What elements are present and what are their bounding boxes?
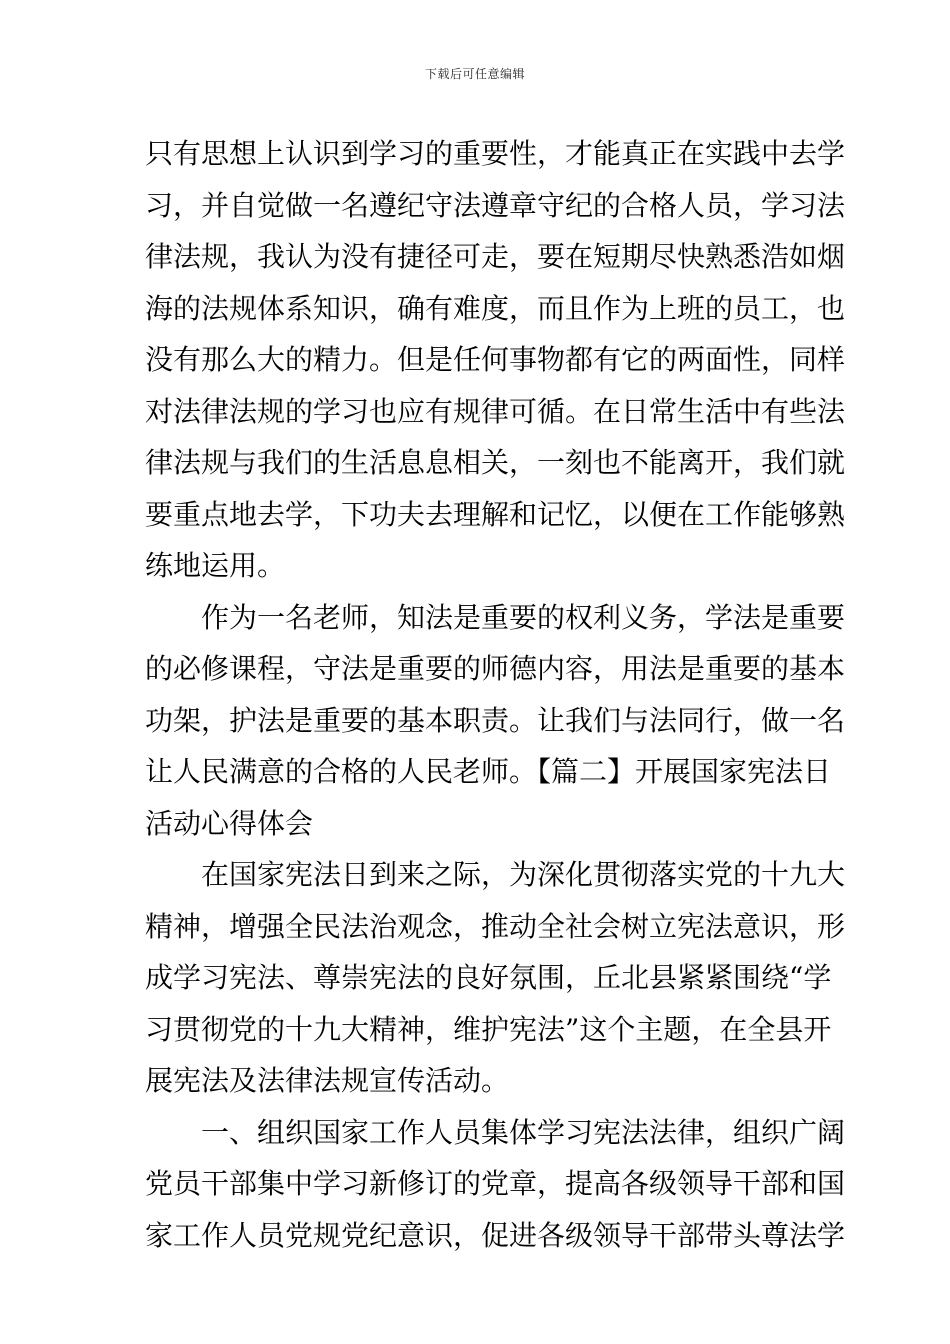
text-line: 习，并自觉做一名遵纪守法遵章守纪的合格人员，学习法 bbox=[145, 188, 846, 222]
page-header: 下载后可任意编辑 bbox=[424, 67, 525, 81]
text-line: 律法规与我们的生活息息相关，一刻也不能离开，我们就 bbox=[145, 446, 846, 479]
text-line: 党员干部集中学习新修订的党章，提高各级领导干部和国 bbox=[145, 1167, 846, 1200]
text-line: 律法规，我认为没有捷径可走，要在短期尽快熟悉浩如烟 bbox=[145, 240, 846, 273]
text-line: 要重点地去学，下功夫去理解和记忆，以便在工作能够熟 bbox=[145, 497, 846, 531]
text-line: 只有思想上认识到学习的重要性，才能真正在实践中去学 bbox=[145, 137, 846, 170]
text-line: 家工作人员党规党纪意识，促进各级领导干部带头尊法学 bbox=[145, 1218, 846, 1252]
text-line: 习贯彻党的十九大精神，维护宪法”这个主题，在全县开 bbox=[145, 1012, 832, 1046]
text-line: 的必修课程，守法是重要的师德内容，用法是重要的基本 bbox=[145, 652, 846, 685]
text-line: 一、组织国家工作人员集体学习宪法法律，组织广阔 bbox=[201, 1115, 846, 1149]
text-line: 海的法规体系知识，确有难度，而且作为上班的员工，也 bbox=[145, 291, 846, 325]
text-line: 功架，护法是重要的基本职责。让我们与法同行，做一名 bbox=[145, 703, 846, 737]
text-line: 让人民满意的合格的人民老师。【篇二】开展国家宪法日 bbox=[145, 755, 832, 788]
document-body bbox=[145, 128, 846, 1261]
text-line: 成学习宪法、尊崇宪法的良好氛围，丘北县紧紧围绕“学 bbox=[145, 961, 832, 994]
text-line: 作为一名老师，知法是重要的权利义务，学法是重要 bbox=[201, 600, 846, 634]
text-line: 练地运用。 bbox=[145, 549, 286, 582]
text-line: 在国家宪法日到来之际，为深化贯彻落实党的十九大 bbox=[201, 858, 846, 891]
text-line: 精神，增强全民法治观念，推动全社会树立宪法意识，形 bbox=[145, 909, 846, 943]
text-line: 展宪法及法律法规宣传活动。 bbox=[145, 1064, 510, 1097]
text-line: 活动心得体会 bbox=[145, 806, 314, 840]
text-line: 对法律法规的学习也应有规律可循。在日常生活中有些法 bbox=[145, 394, 846, 428]
text-line: 没有那么大的精力。但是任何事物都有它的两面性，同样 bbox=[145, 343, 846, 376]
